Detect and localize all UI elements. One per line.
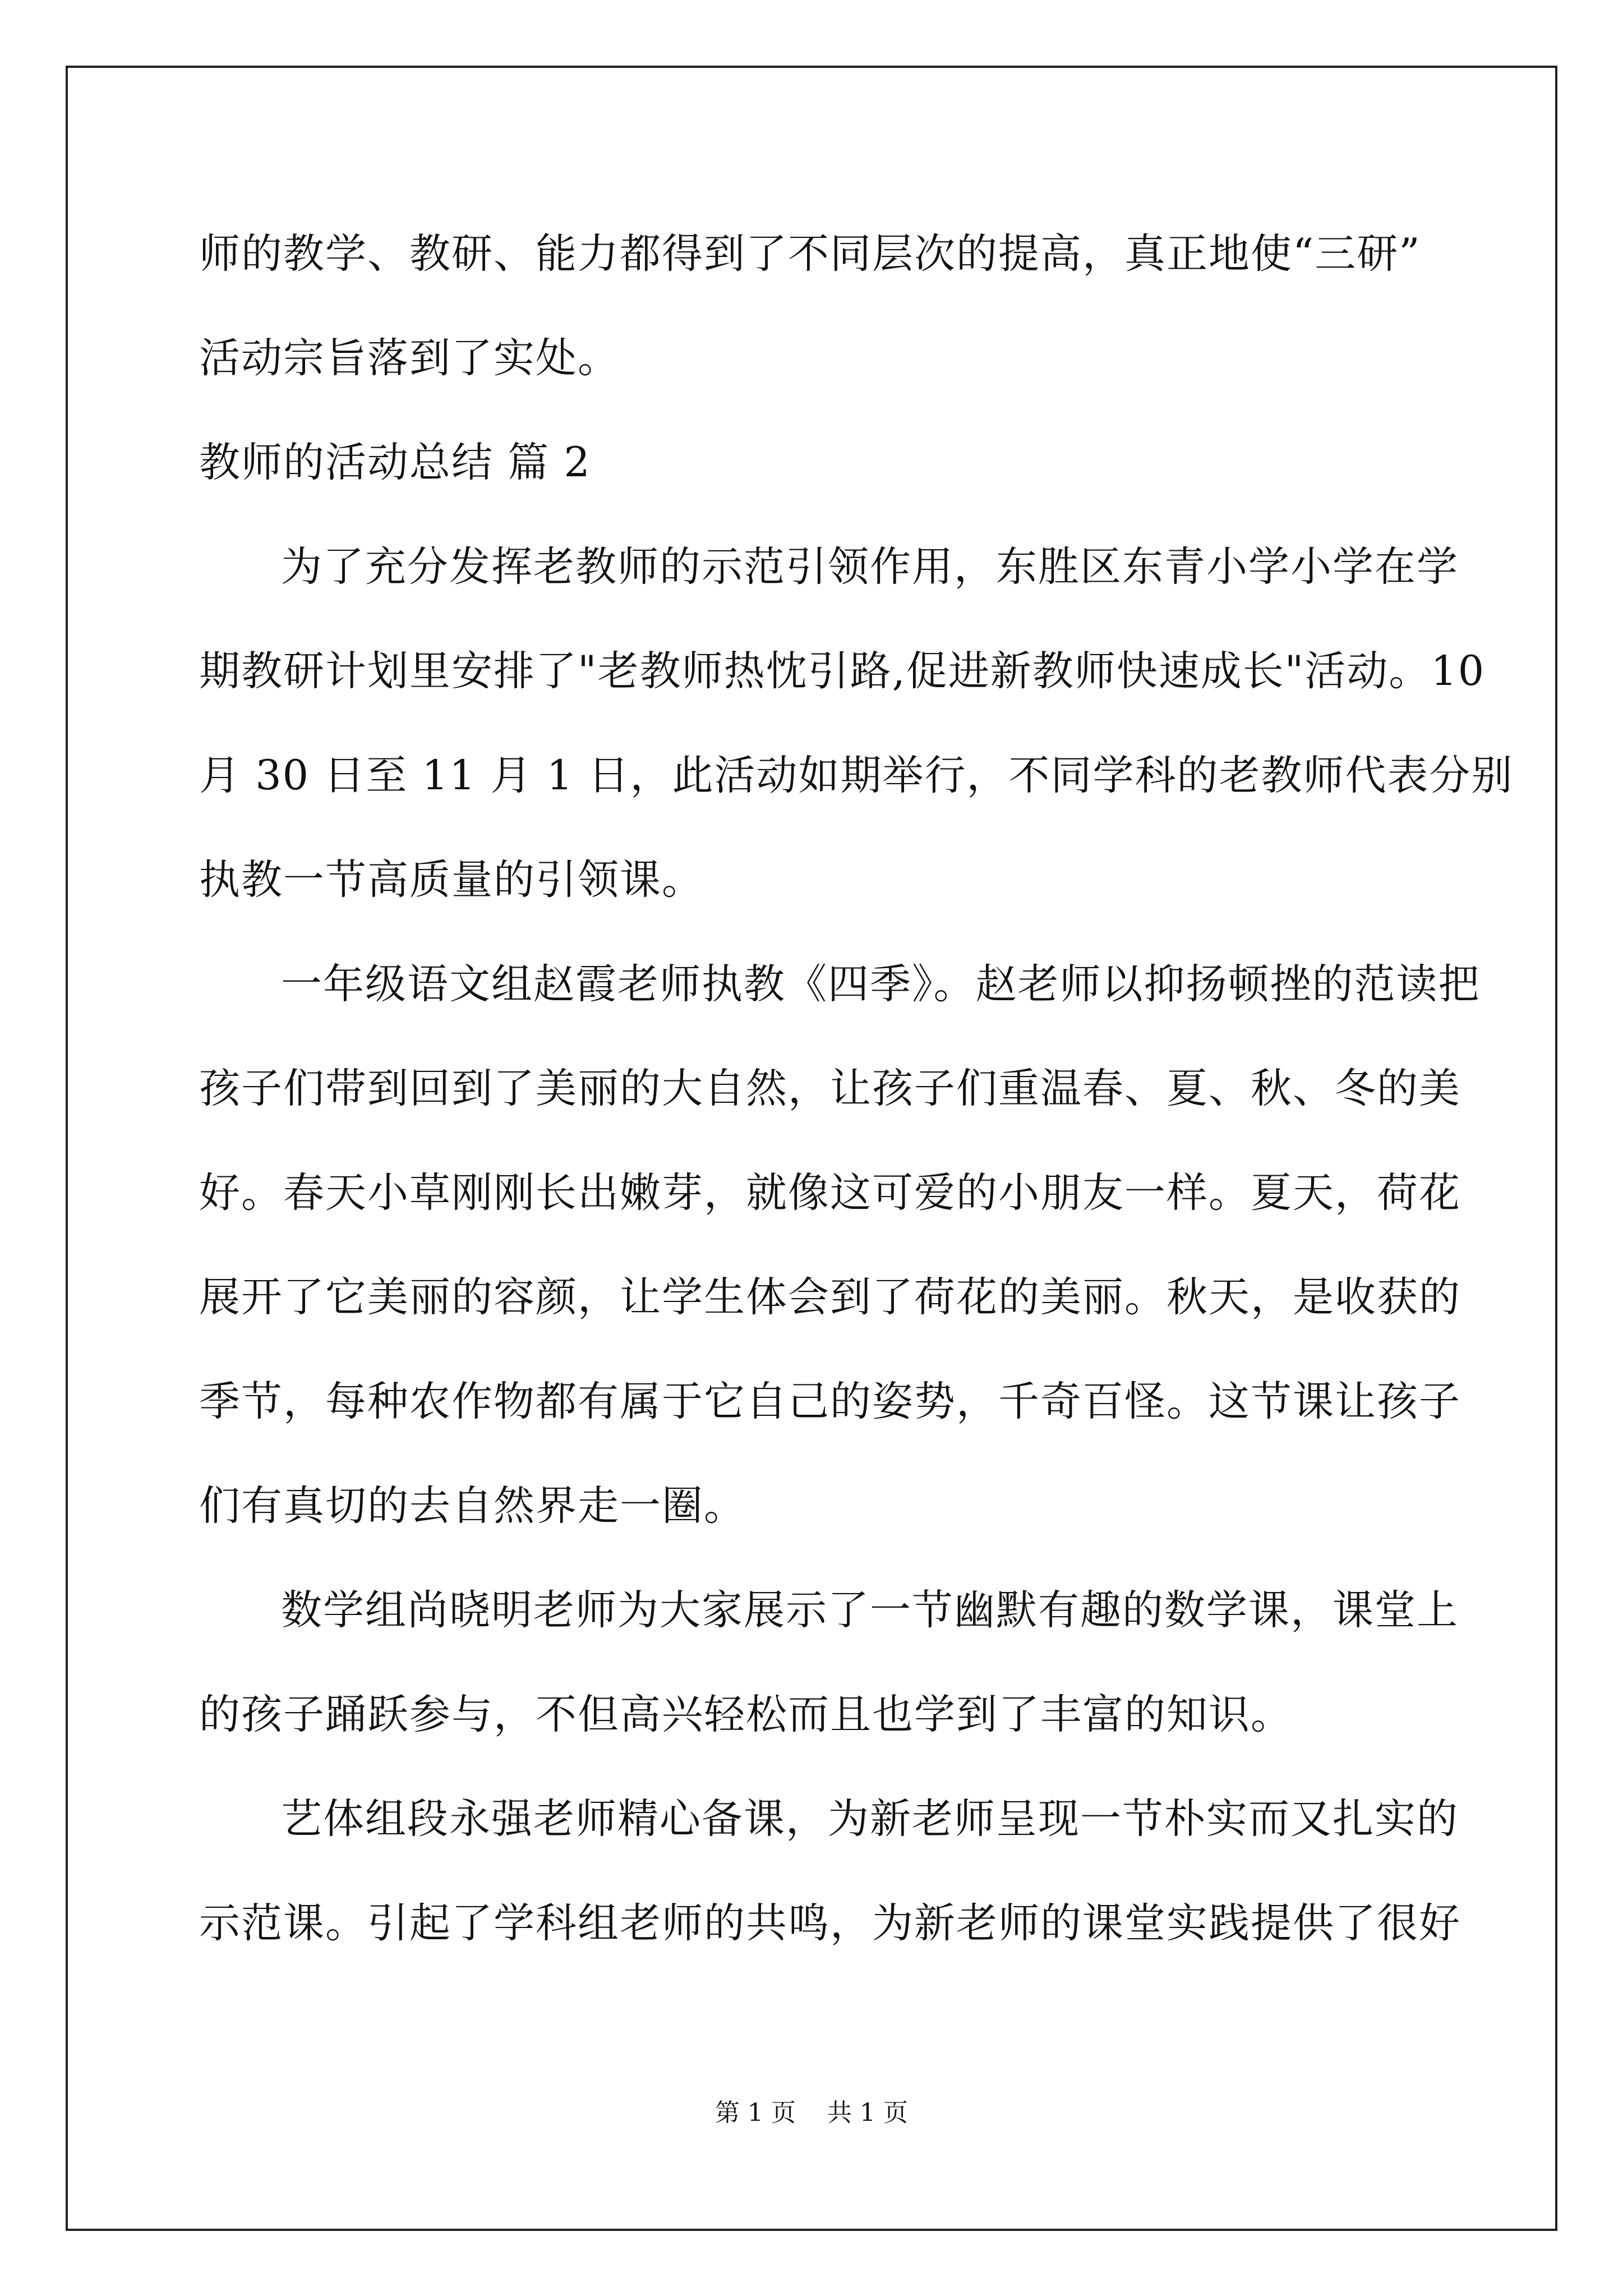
- text-line: 为了充分发挥老教师的示范引领作用，东胜区东青小学小学在学: [281, 543, 1459, 591]
- page-total: 共 1 页: [827, 2099, 908, 2127]
- document-body: [199, 202, 1514, 1976]
- page-footer: [0, 2092, 1623, 2128]
- text-line: 一年级语文组赵霞老师执教《四季》。赵老师以抑扬顿挫的范读把: [281, 960, 1481, 1008]
- text-line: 师的教学、教研、能力都得到了不同层次的提高，真正地使“三研”: [199, 230, 1421, 278]
- text-line: 执教一节高质量的引领课。: [199, 856, 704, 904]
- text-line: 展开了它美丽的容颜，让学生体会到了荷花的美丽。秋天，是收获的: [199, 1273, 1461, 1321]
- text-line: 活动宗旨落到了实处。: [199, 334, 620, 382]
- text-line: 季节，每种农作物都有属于它自己的姿势，千奇百怪。这节课让孩子: [199, 1378, 1461, 1425]
- section-heading: 教师的活动总结 篇 2: [199, 439, 591, 486]
- text-line: 好。春天小草刚刚长出嫩芽，就像这可爱的小朋友一样。夏天，荷花: [199, 1169, 1461, 1217]
- page-number: 第 1 页: [715, 2099, 796, 2127]
- text-line: 们有真切的去自然界走一圈。: [199, 1482, 746, 1530]
- text-line: 期教研计划里安排了"老教师热忱引路,促进新教师快速成长"活动。10: [199, 647, 1486, 695]
- text-line: 数学组尚晓明老师为大家展示了一节幽默有趣的数学课，课堂上: [281, 1586, 1459, 1634]
- text-line: 艺体组段永强老师精心备课，为新老师呈现一节朴实而又扎实的: [281, 1795, 1459, 1843]
- text-line: 月 30 日至 11 月 1 日，此活动如期举行，不同学科的老教师代表分别: [199, 752, 1514, 799]
- text-line: 的孩子踊跃参与，不但高兴轻松而且也学到了丰富的知识。: [199, 1691, 1293, 1738]
- text-line: 孩子们带到回到了美丽的大自然，让孩子们重温春、夏、秋、冬的美: [199, 1065, 1461, 1112]
- text-line: 示范课。引起了学科组老师的共鸣，为新老师的课堂实践提供了很好: [199, 1899, 1461, 1947]
